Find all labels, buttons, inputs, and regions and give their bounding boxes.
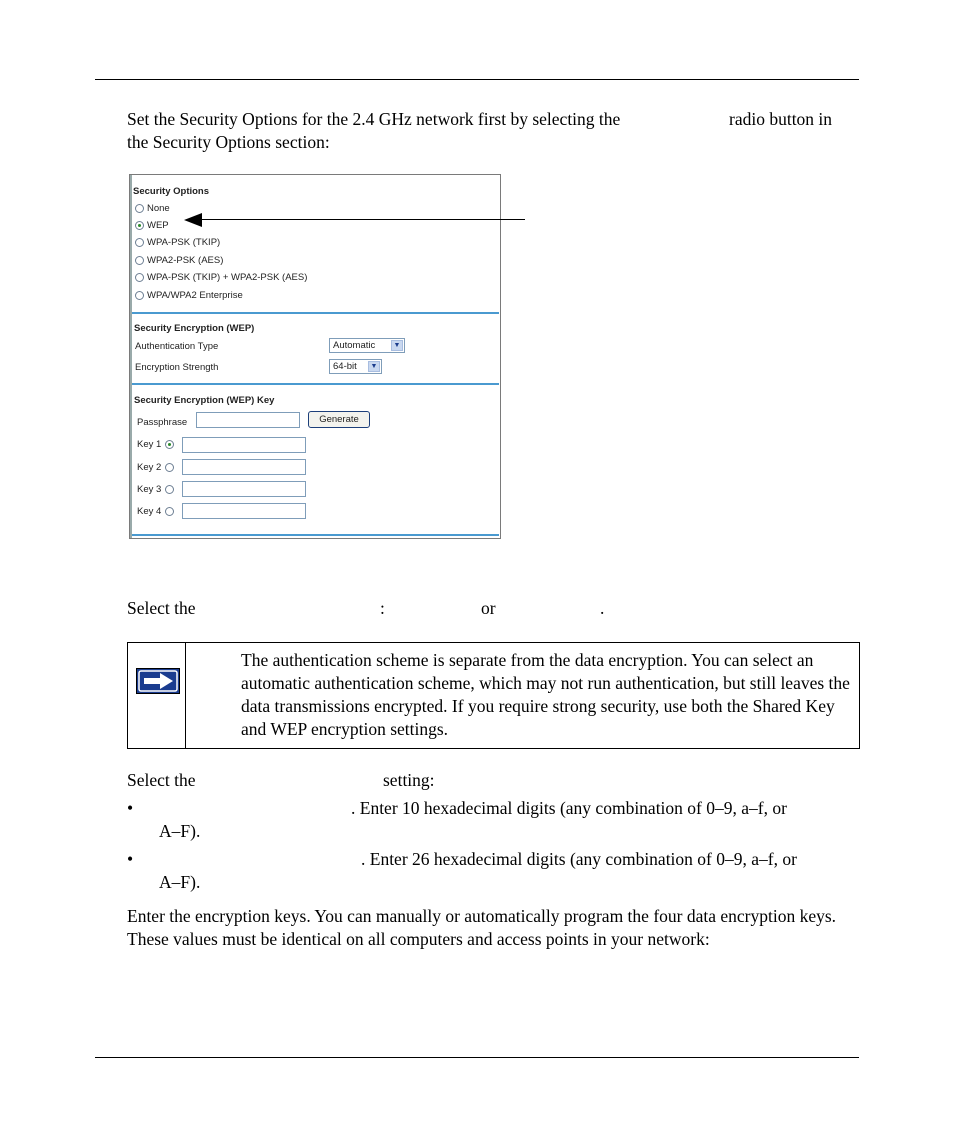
bullet-2-line-2: A–F). bbox=[159, 872, 201, 892]
bullet-symbol: • bbox=[127, 849, 134, 869]
option-label: WEP bbox=[147, 220, 169, 231]
section-divider bbox=[132, 312, 499, 314]
pointer-arrow-line bbox=[200, 219, 525, 220]
key-4-input[interactable] bbox=[182, 503, 306, 519]
generate-button[interactable]: Generate bbox=[308, 411, 370, 428]
radio-key-1[interactable] bbox=[165, 440, 174, 449]
key-label: Key 3 bbox=[137, 484, 162, 495]
option-wpa2-psk-aes[interactable] bbox=[135, 255, 223, 266]
auth-type-value: Automatic bbox=[333, 340, 376, 351]
key-2-row bbox=[137, 462, 174, 473]
right-arrow-note-icon bbox=[136, 668, 180, 694]
radio-key-3[interactable] bbox=[165, 485, 174, 494]
note-divider bbox=[185, 643, 186, 748]
option-wpa-enterprise[interactable] bbox=[135, 290, 243, 301]
radio-wpa-psk-tkip[interactable] bbox=[135, 238, 144, 247]
passphrase-label: Passphrase bbox=[137, 417, 188, 428]
option-label: WPA-PSK (TKIP) bbox=[147, 237, 221, 248]
radio-wpa2-psk-aes[interactable] bbox=[135, 256, 144, 265]
section-divider bbox=[132, 534, 499, 536]
radio-none[interactable] bbox=[135, 204, 144, 213]
encryption-strength-value: 64-bit bbox=[333, 361, 357, 372]
key-2-input[interactable] bbox=[182, 459, 306, 475]
auth-step-period: . bbox=[600, 598, 605, 618]
radio-wpa-enterprise[interactable] bbox=[135, 291, 144, 300]
bullet-1-line-1: . Enter 10 hexadecimal digits (any combination of 0–9, a–f, or bbox=[351, 798, 787, 818]
key-1-input[interactable] bbox=[182, 437, 306, 453]
option-label: WPA-PSK (TKIP) + WPA2-PSK (AES) bbox=[147, 272, 308, 283]
radio-wep[interactable] bbox=[135, 221, 144, 230]
wep-key-section-title: Security Encryption (WEP) Key bbox=[134, 395, 275, 406]
bullet-2-line-1: . Enter 26 hexadecimal digits (any combination of 0–9, a–f, or bbox=[361, 849, 797, 869]
radio-key-2[interactable] bbox=[165, 463, 174, 472]
header-rule bbox=[95, 79, 859, 80]
key-3-row bbox=[137, 484, 174, 495]
security-options-title: Security Options bbox=[133, 186, 210, 197]
auth-step-colon: : bbox=[380, 598, 385, 618]
section-divider bbox=[132, 383, 499, 385]
bullet-1-line-2: A–F). bbox=[159, 821, 201, 841]
option-label: None bbox=[147, 203, 170, 214]
left-arrow-pointer-icon bbox=[184, 213, 202, 227]
option-wpa-mixed[interactable] bbox=[135, 272, 307, 283]
key-label: Key 4 bbox=[137, 506, 162, 517]
radio-wpa-mixed[interactable] bbox=[135, 273, 144, 282]
key-label: Key 2 bbox=[137, 462, 162, 473]
strength-step-setting: setting: bbox=[383, 770, 435, 790]
passphrase-input[interactable] bbox=[196, 412, 300, 428]
dropdown-arrow-icon[interactable]: ▼ bbox=[391, 340, 403, 351]
encryption-strength-select[interactable] bbox=[329, 359, 382, 374]
strength-step-select-the: Select the bbox=[127, 770, 196, 790]
footer-rule bbox=[95, 1057, 859, 1058]
auth-type-select[interactable] bbox=[329, 338, 405, 353]
intro-line-1-right: radio button in bbox=[729, 109, 833, 129]
security-settings-screenshot bbox=[129, 174, 501, 539]
option-wep[interactable] bbox=[135, 220, 169, 231]
key-label: Key 1 bbox=[137, 439, 162, 450]
keys-step-paragraph: Enter the encryption keys. You can manually or automatically program the four data encryption keys. These values must be identical on all computers and access points in your network: bbox=[127, 906, 837, 949]
note-text: The authentication scheme is separate from the data encryption. You can select an automatic authentication scheme, which may not run authentication, but still leaves the data transmissions encrypted. If you require strong security, use both the Shared Key and WEP encryption settings. bbox=[241, 650, 850, 739]
option-wpa-psk-tkip[interactable] bbox=[135, 237, 220, 248]
note-box bbox=[127, 642, 860, 749]
encryption-strength-label: Encryption Strength bbox=[135, 362, 219, 373]
intro-line-2: the Security Options section: bbox=[127, 132, 330, 152]
radio-key-4[interactable] bbox=[165, 507, 174, 516]
auth-step-select-the: Select the bbox=[127, 598, 196, 618]
option-label: WPA/WPA2 Enterprise bbox=[147, 290, 243, 301]
key-3-input[interactable] bbox=[182, 481, 306, 497]
bullet-symbol: • bbox=[127, 798, 134, 818]
option-label: WPA2-PSK (AES) bbox=[147, 255, 224, 266]
dropdown-arrow-icon[interactable]: ▼ bbox=[368, 361, 380, 372]
intro-line-1-left: Set the Security Options for the 2.4 GHz network first by selecting the bbox=[127, 109, 621, 129]
encryption-section-title: Security Encryption (WEP) bbox=[134, 323, 255, 334]
auth-type-label: Authentication Type bbox=[135, 341, 219, 352]
auth-step-or: or bbox=[481, 598, 496, 618]
key-4-row bbox=[137, 506, 174, 517]
option-none[interactable] bbox=[135, 203, 170, 214]
key-1-row bbox=[137, 439, 174, 450]
